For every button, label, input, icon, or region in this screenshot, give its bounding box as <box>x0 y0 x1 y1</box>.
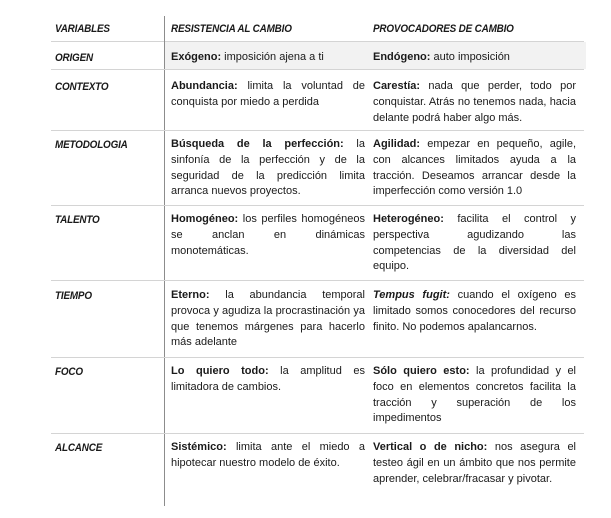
resistencia-term: Lo quiero todo: <box>171 365 269 377</box>
provocadores-desc: empezar en pequeño, agile, con alcances limitados ayuda a la tracción. Deseamos arrancar desde la imperfección como versión 1.0 <box>373 138 576 198</box>
provocadores-desc: auto imposición <box>430 51 510 63</box>
resistencia-term: Exógeno: <box>171 51 222 63</box>
row-divider <box>51 130 584 131</box>
provocadores-desc: nada que perder, todo por conquistar. Atrás no tenemos nada, hacia delante podrá haber algo más. <box>373 80 576 124</box>
resistencia-term: Eterno: <box>171 289 210 301</box>
row-variable: TIEMPO <box>55 290 92 302</box>
row-variable: METODOLOGIA <box>55 139 128 151</box>
row-divider <box>51 69 584 70</box>
row-variable: FOCO <box>55 366 83 378</box>
provocadores-cell <box>373 440 576 487</box>
header-resistencia: RESISTENCIA AL CAMBIO <box>171 23 292 35</box>
provocadores-desc: nos asegura el testeo ágil en un ámbito que nos permite aprender, celebrar/fracasar y pivotar. <box>373 441 577 485</box>
resistencia-desc: imposición ajena a ti <box>221 51 324 63</box>
provocadores-term: Agilidad: <box>373 138 421 150</box>
resistencia-desc: los perfiles homogéneos se anclan en dinámicas monotemáticas. <box>171 213 365 257</box>
resistencia-cell <box>171 288 365 351</box>
resistencia-desc: la sinfonía de la perfección y de la seguridad de la predicción limita arranca nuevos proyectos. <box>171 138 365 198</box>
provocadores-desc: la profundidad y el foco en elementos concretos facilita la tracción y superación de los impedimentos <box>373 365 576 425</box>
provocadores-cell <box>373 364 576 427</box>
row-variable: CONTEXTO <box>55 81 109 93</box>
row-divider <box>51 205 584 206</box>
provocadores-term: Heterogéneo: <box>373 213 444 225</box>
resistencia-term: Búsqueda de la perfección: <box>171 138 344 150</box>
row-divider <box>51 357 584 358</box>
provocadores-term: Sólo quiero esto: <box>373 365 470 377</box>
provocadores-cell <box>373 137 576 200</box>
row-variable: ALCANCE <box>55 442 103 454</box>
header-provocadores: PROVOCADORES DE CAMBIO <box>373 23 514 35</box>
provocadores-term: Tempus fugit: <box>373 289 450 301</box>
resistencia-cell <box>171 137 365 200</box>
resistencia-term: Abundancia: <box>171 80 238 92</box>
row-divider <box>51 433 584 434</box>
provocadores-desc: facilita el control y perspectiva agudizando las competencias de la diversidad del equipo. <box>373 213 576 273</box>
provocadores-cell <box>373 288 576 335</box>
row-variable: TALENTO <box>55 214 100 226</box>
resistencia-desc: la amplitud es limitadora de cambios. <box>171 365 365 393</box>
provocadores-term: Carestía: <box>373 80 421 92</box>
resistencia-term: Sistémico: <box>171 441 227 453</box>
resistencia-cell <box>171 364 365 396</box>
provocadores-desc: cuando el oxígeno es limitado somos conocedores del recurso finito. No podemos apalancarnos. <box>373 289 576 333</box>
resistencia-desc: limita la voluntad de conquista por miedo a perdida <box>171 80 365 108</box>
provocadores-term: Endógeno: <box>373 51 431 63</box>
provocadores-cell <box>373 79 576 126</box>
resistencia-desc: la abundancia temporal provoca y agudiza la procrastinación ya que tenemos márgenes para hacerlo más adelante <box>171 289 365 349</box>
provocadores-cell <box>373 50 576 66</box>
row-divider <box>51 280 584 281</box>
resistencia-cell <box>171 79 365 111</box>
provocadores-cell <box>373 212 576 275</box>
provocadores-term: Vertical o de nicho: <box>373 441 488 453</box>
row-variable: ORIGEN <box>55 52 93 64</box>
resistencia-cell <box>171 212 365 259</box>
resistencia-term: Homogéneo: <box>171 213 239 225</box>
header-variables: VARIABLES <box>55 23 110 35</box>
resistencia-desc: limita ante el miedo a hipotecar nuestro modelo de éxito. <box>171 441 365 469</box>
resistencia-cell <box>171 440 365 472</box>
resistencia-cell <box>171 50 365 66</box>
